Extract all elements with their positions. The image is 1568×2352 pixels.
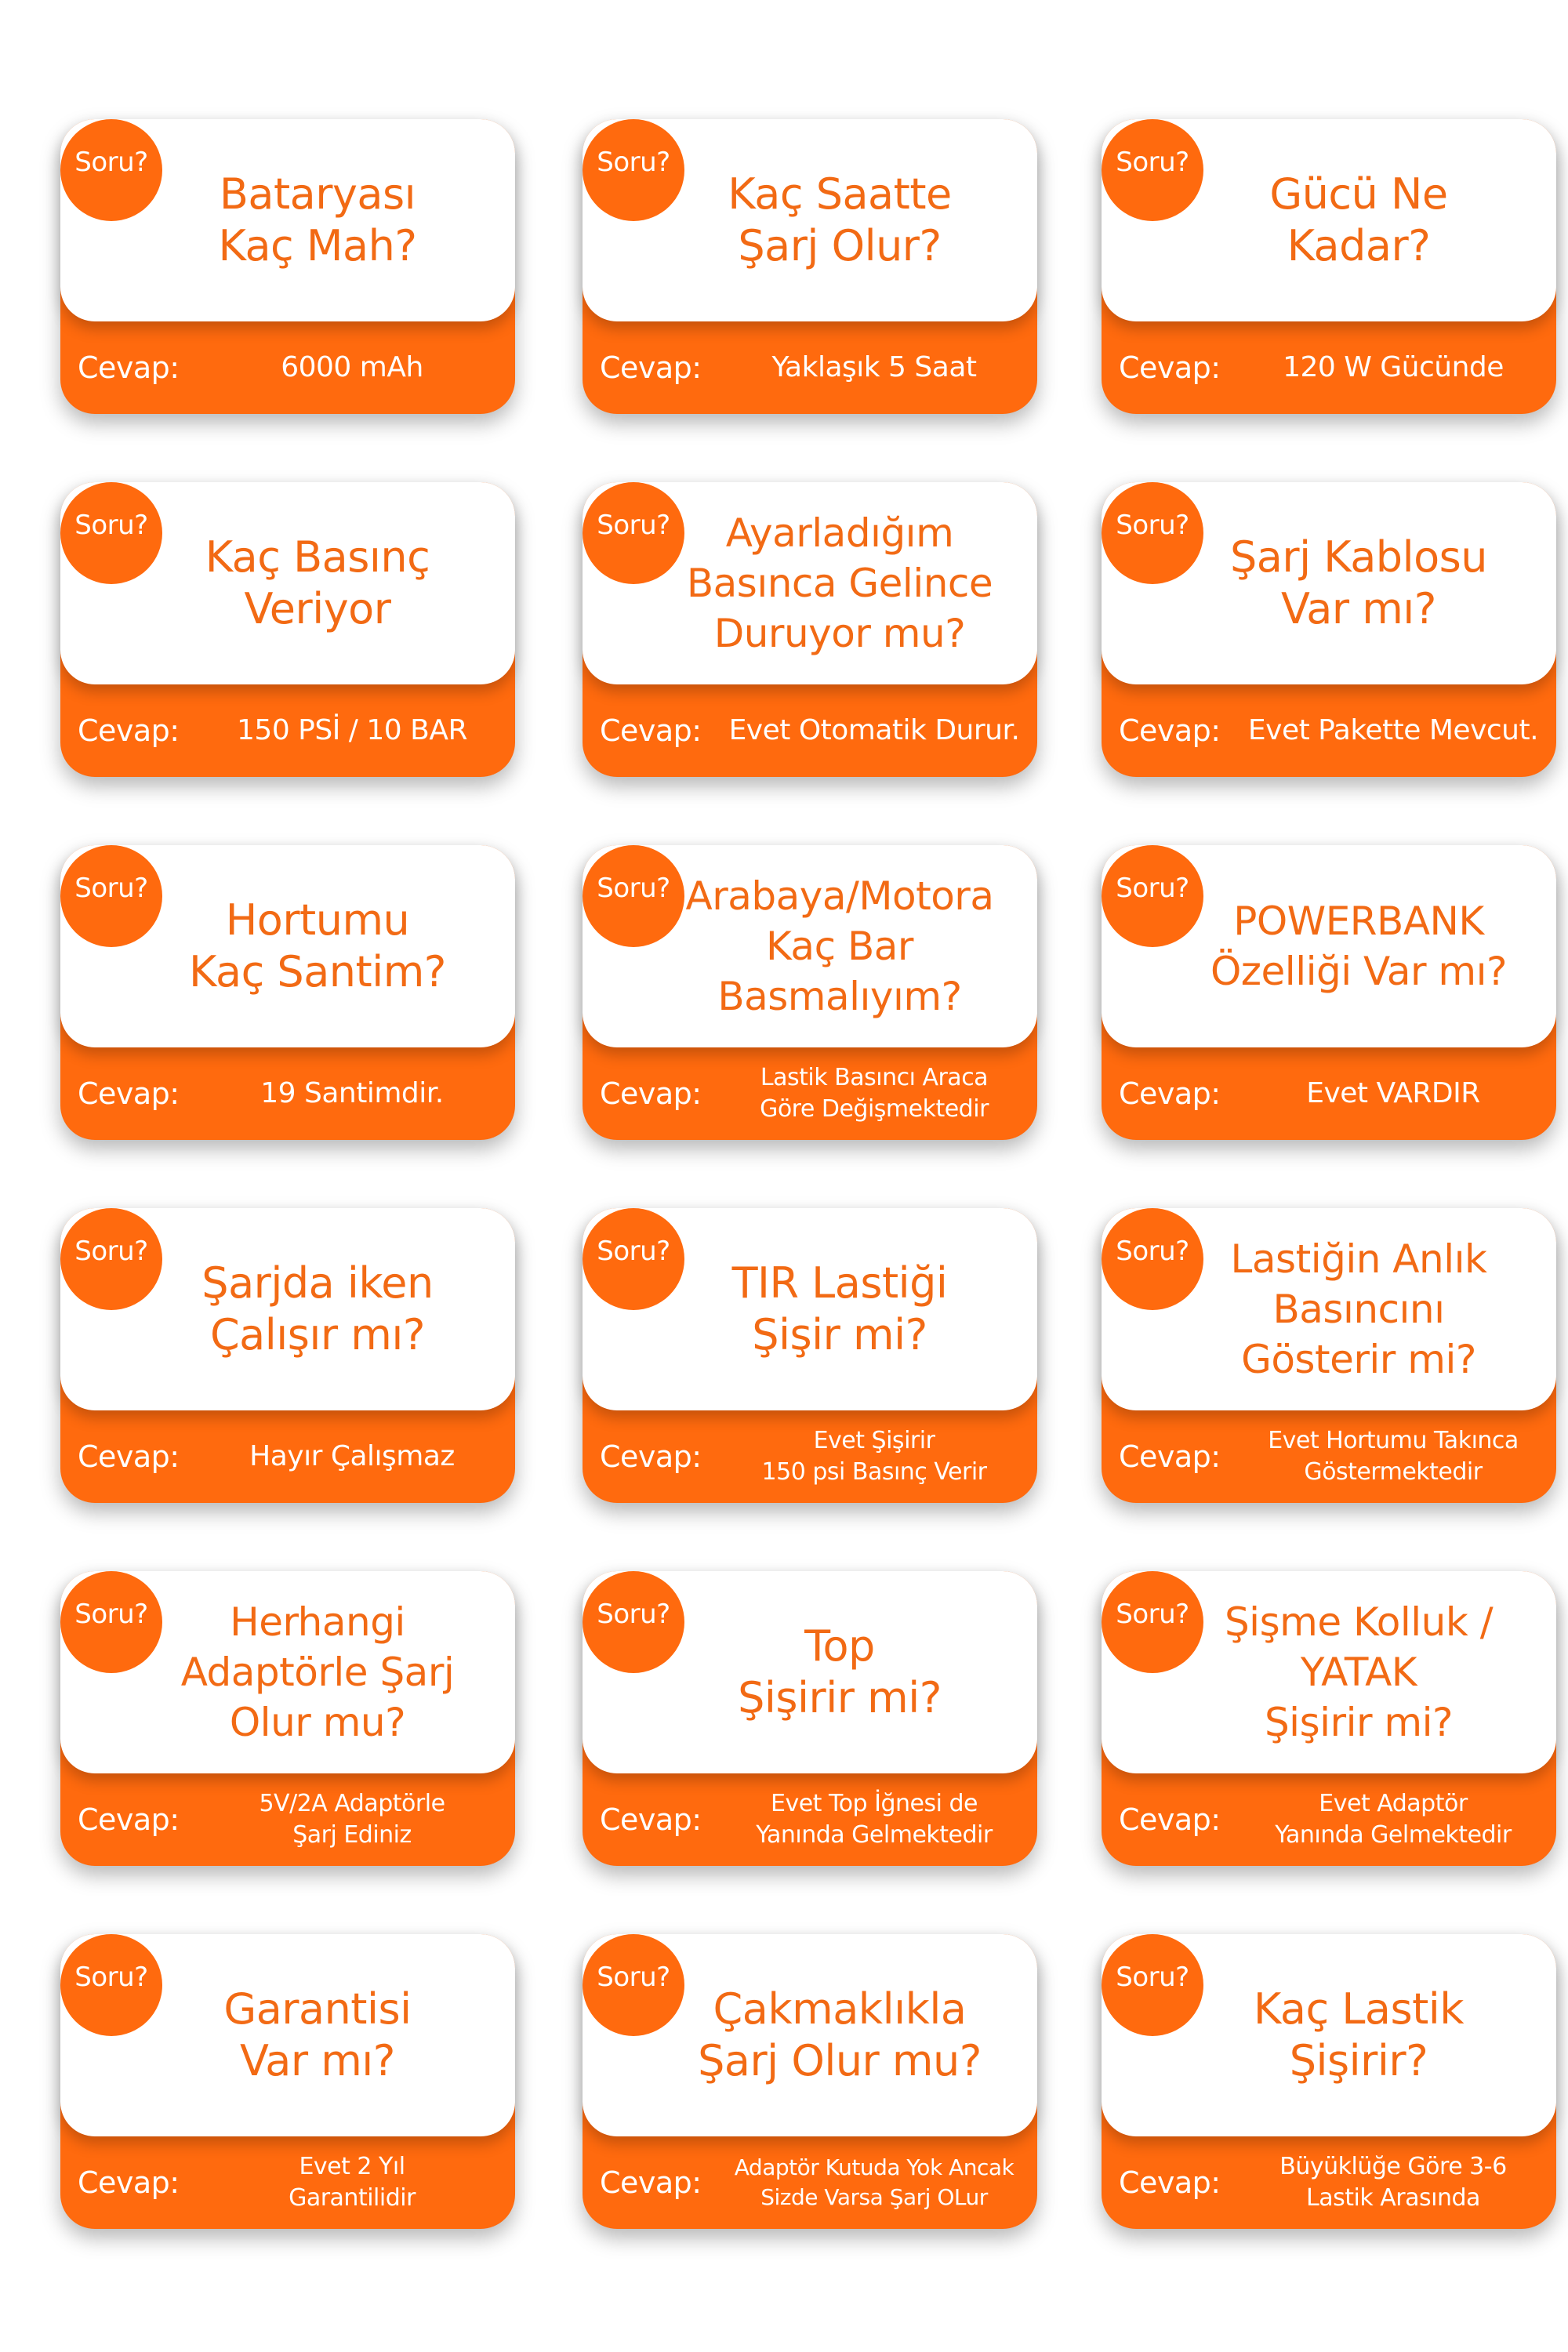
question-badge: Soru? <box>583 1208 684 1310</box>
question-text: Şişme Kolluk / YATAK Şişirir mi? <box>1224 1599 1494 1745</box>
answer-text: Evet VARDIR <box>1306 1077 1480 1109</box>
answer-text: 150 PSİ / 10 BAR <box>237 714 467 746</box>
question-badge: Soru? <box>1102 845 1203 947</box>
answer-text: Evet Şişirir 150 psi Basınç Verir <box>761 1427 987 1486</box>
answer-text: 19 Santimdir. <box>260 1077 444 1109</box>
faq-card <box>583 119 1037 414</box>
faq-card <box>1102 1934 1556 2229</box>
faq-card <box>60 119 515 414</box>
answer-text: 6000 mAh <box>281 351 423 383</box>
question-text: Kaç Lastik Şişirir? <box>1253 1984 1465 2085</box>
answer-label: Cevap: <box>600 1076 702 1111</box>
answer-label: Cevap: <box>1119 350 1221 385</box>
faq-card <box>1102 845 1556 1140</box>
answer-label: Cevap: <box>1119 2165 1221 2200</box>
faq-card <box>1102 482 1556 777</box>
answer-text: Evet Top İğnesi de Yanında Gelmektedir <box>756 1790 993 1849</box>
faq-card <box>1102 1571 1556 1866</box>
question-badge: Soru? <box>1102 1208 1203 1310</box>
answer-label: Cevap: <box>600 350 702 385</box>
answer-text: Yaklaşık 5 Saat <box>771 351 977 383</box>
answer-text: Evet Adaptör Yanında Gelmektedir <box>1275 1790 1512 1849</box>
answer-label: Cevap: <box>78 1802 180 1837</box>
question-text: Herhangi Adaptörle Şarj Olur mu? <box>180 1599 455 1745</box>
answer-text: Büyüklüğe Göre 3-6 Lastik Arasında <box>1279 2153 1507 2212</box>
question-badge: Soru? <box>60 845 162 947</box>
answer-label: Cevap: <box>600 1802 702 1837</box>
answer-label: Cevap: <box>78 350 180 385</box>
question-badge: Soru? <box>60 1571 162 1673</box>
question-text: Kaç Basınç Veriyor <box>205 532 430 633</box>
answer-text: 5V/2A Adaptörle Şarj Ediniz <box>259 1790 445 1849</box>
question-text: Kaç Saatte Şarj Olur? <box>728 169 952 270</box>
faq-card <box>60 1934 515 2229</box>
answer-label: Cevap: <box>78 1439 180 1474</box>
faq-card <box>60 1571 515 1866</box>
question-text: TIR Lastiği Şişir mi? <box>731 1258 948 1359</box>
answer-text: Hayır Çalışmaz <box>249 1440 455 1472</box>
answer-label: Cevap: <box>1119 1802 1221 1837</box>
faq-card <box>583 845 1037 1140</box>
answer-text: 120 W Gücünde <box>1283 351 1504 383</box>
question-text: Top Şişirir mi? <box>738 1621 942 1722</box>
question-text: Lastiğin Anlık Basıncını Gösterir mi? <box>1230 1236 1487 1382</box>
question-badge: Soru? <box>583 845 684 947</box>
faq-card <box>60 845 515 1140</box>
question-text: Garantisi Var mı? <box>223 1984 412 2085</box>
answer-text: Evet Hortumu Takınca Göstermektedir <box>1268 1427 1519 1486</box>
answer-text: Lastik Basıncı Araca Göre Değişmektedir <box>760 1064 989 1123</box>
question-badge: Soru? <box>1102 1571 1203 1673</box>
question-text: Bataryası Kaç Mah? <box>218 169 417 270</box>
question-badge: Soru? <box>583 1934 684 2036</box>
faq-card <box>583 1571 1037 1866</box>
faq-card <box>1102 119 1556 414</box>
answer-label: Cevap: <box>600 1439 702 1474</box>
faq-card <box>60 1208 515 1503</box>
answer-label: Cevap: <box>78 1076 180 1111</box>
question-text: Çakmaklıkla Şarj Olur mu? <box>698 1984 982 2085</box>
question-badge: Soru? <box>60 119 162 221</box>
question-badge: Soru? <box>583 482 684 584</box>
answer-label: Cevap: <box>600 2165 702 2200</box>
answer-label: Cevap: <box>1119 1439 1221 1474</box>
question-text: POWERBANK Özelliği Var mı? <box>1210 898 1508 994</box>
answer-text: Evet Pakette Mevcut. <box>1247 714 1539 746</box>
question-text: Arabaya/Motora Kaç Bar Basmalıyım? <box>685 873 994 1019</box>
question-badge: Soru? <box>60 482 162 584</box>
faq-card <box>60 482 515 777</box>
faq-card <box>583 482 1037 777</box>
answer-text: Adaptör Kutuda Yok Ancak Sizde Varsa Şarj OLur <box>734 2154 1014 2210</box>
question-text: Ayarladığım Basınca Gelince Duruyor mu? <box>686 510 993 656</box>
question-text: Gücü Ne Kadar? <box>1269 169 1448 270</box>
answer-text: Evet Otomatik Durur. <box>728 714 1020 746</box>
answer-label: Cevap: <box>78 2165 180 2200</box>
question-text: Şarj Kablosu Var mı? <box>1230 532 1487 633</box>
question-badge: Soru? <box>60 1934 162 2036</box>
question-text: Şarjda iken Çalışır mı? <box>201 1258 434 1359</box>
answer-label: Cevap: <box>600 713 702 748</box>
faq-card <box>583 1208 1037 1503</box>
faq-card <box>1102 1208 1556 1503</box>
question-badge: Soru? <box>1102 482 1203 584</box>
answer-label: Cevap: <box>1119 1076 1221 1111</box>
answer-label: Cevap: <box>78 713 180 748</box>
question-badge: Soru? <box>583 119 684 221</box>
question-badge: Soru? <box>1102 1934 1203 2036</box>
question-text: Hortumu Kaç Santim? <box>189 895 446 996</box>
question-badge: Soru? <box>1102 119 1203 221</box>
faq-card <box>583 1934 1037 2229</box>
answer-text: Evet 2 Yıl Garantilidir <box>289 2153 416 2212</box>
question-badge: Soru? <box>583 1571 684 1673</box>
answer-label: Cevap: <box>1119 713 1221 748</box>
question-badge: Soru? <box>60 1208 162 1310</box>
